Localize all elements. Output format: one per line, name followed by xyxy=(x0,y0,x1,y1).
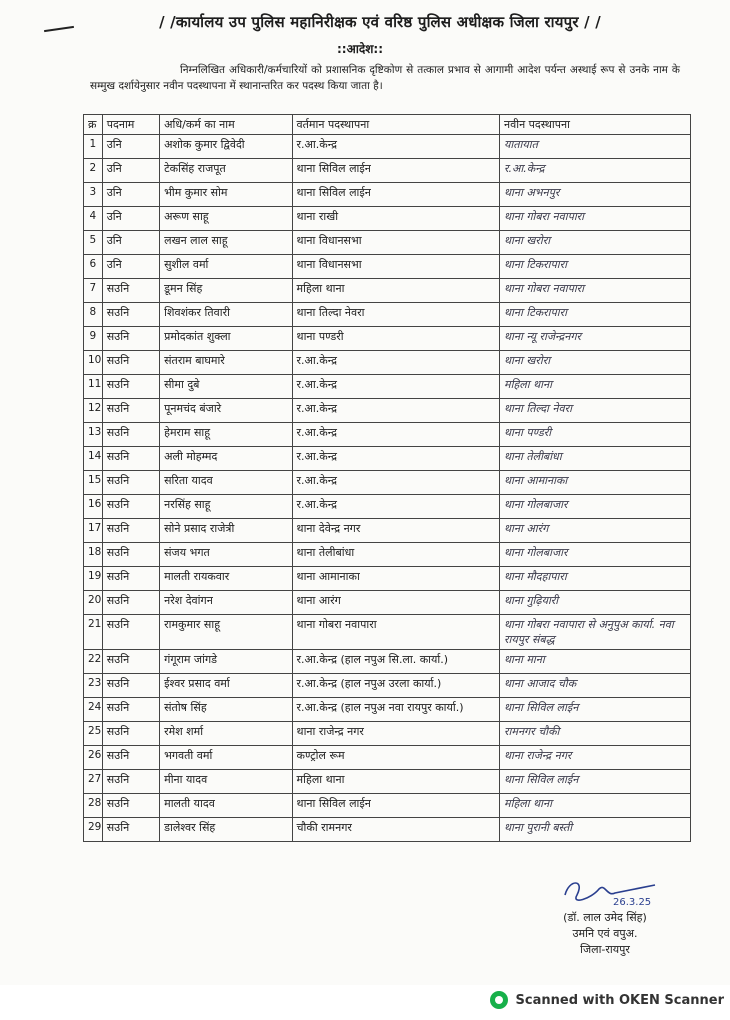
cell-serial: 6 xyxy=(84,255,103,279)
cell-serial: 29 xyxy=(84,818,103,842)
cell-name: मालती यादव xyxy=(160,794,292,818)
cell-serial: 3 xyxy=(84,183,103,207)
cell-new-posting: थाना तिल्दा नेवरा xyxy=(500,399,691,423)
header-name: अधि/कर्म का नाम xyxy=(160,115,292,135)
cell-designation: उनि xyxy=(102,159,159,183)
cell-new-posting: थाना माना xyxy=(500,650,691,674)
cell-name: प्रमोदकांत शुक्ला xyxy=(160,327,292,351)
cell-current-posting: महिला थाना xyxy=(292,279,499,303)
cell-current-posting: र.आ.केन्द्र (हाल नपुअ नवा रायपुर कार्या.) xyxy=(292,698,499,722)
table-row xyxy=(84,135,691,159)
cell-serial: 28 xyxy=(84,794,103,818)
cell-new-posting: थाना गुढ़ियारी xyxy=(500,591,691,615)
table-row xyxy=(84,698,691,722)
cell-designation: सउनि xyxy=(102,495,159,519)
cell-new-posting: महिला थाना xyxy=(500,375,691,399)
cell-name: हेमराम साहू xyxy=(160,423,292,447)
cell-current-posting: थाना राजेन्द्र नगर xyxy=(292,722,499,746)
cell-name: अरूण साहू xyxy=(160,207,292,231)
cell-designation: उनि xyxy=(102,207,159,231)
cell-name: भीम कुमार सोम xyxy=(160,183,292,207)
cell-designation: सउनि xyxy=(102,722,159,746)
table-row xyxy=(84,471,691,495)
cell-serial: 4 xyxy=(84,207,103,231)
cell-new-posting: र.आ.केन्द्र xyxy=(500,159,691,183)
cell-name: टेकसिंह राजपूत xyxy=(160,159,292,183)
cell-name: मालती रायकवार xyxy=(160,567,292,591)
cell-current-posting: थाना आरंग xyxy=(292,591,499,615)
table-row xyxy=(84,279,691,303)
cell-new-posting: यातायात xyxy=(500,135,691,159)
cell-serial: 5 xyxy=(84,231,103,255)
cell-serial: 16 xyxy=(84,495,103,519)
order-intro-text: निम्नलिखित अधिकारी/कर्मचारियों को प्रशासनिक दृष्टिकोण से तत्काल प्रभाव से आगामी आदेश पर्यन्त अस्थाई रूप से उनके नाम के सम्मुख दर्शायेनुसार नवीन पदस्थापना में स्थानान्तरित कर पदस्थ किया जाता है। xyxy=(90,64,680,92)
cell-new-posting: थाना खरोरा xyxy=(500,351,691,375)
cell-current-posting: थाना पण्डरी xyxy=(292,327,499,351)
table-row xyxy=(84,615,691,650)
cell-new-posting: थाना सिविल लाईन xyxy=(500,770,691,794)
table-row xyxy=(84,567,691,591)
table-row xyxy=(84,794,691,818)
cell-designation: उनि xyxy=(102,183,159,207)
signatory-name: (डॉ. लाल उमेद सिंह) xyxy=(563,911,647,924)
scanner-text: Scanned with OKEN Scanner xyxy=(515,992,724,1008)
cell-serial: 8 xyxy=(84,303,103,327)
cell-designation: सउनि xyxy=(102,567,159,591)
cell-name: डालेश्वर सिंह xyxy=(160,818,292,842)
cell-current-posting: कण्ट्रोल रूम xyxy=(292,746,499,770)
cell-name: सीमा दुबे xyxy=(160,375,292,399)
cell-new-posting: थाना आजाद चौक xyxy=(500,674,691,698)
table-header-row xyxy=(84,115,691,135)
oken-scanner-icon xyxy=(490,991,508,1009)
cell-serial: 12 xyxy=(84,399,103,423)
table-body xyxy=(84,135,691,842)
cell-current-posting: थाना तेलीबांधा xyxy=(292,543,499,567)
cell-designation: सउनि xyxy=(102,399,159,423)
cell-designation: सउनि xyxy=(102,770,159,794)
cell-designation: सउनि xyxy=(102,591,159,615)
cell-designation: सउनि xyxy=(102,650,159,674)
signatory-block xyxy=(530,910,680,958)
cell-name: संजय भगत xyxy=(160,543,292,567)
cell-current-posting: र.आ.केन्द्र xyxy=(292,135,499,159)
table-row xyxy=(84,495,691,519)
pen-stroke-mark xyxy=(44,26,74,32)
cell-designation: सउनि xyxy=(102,519,159,543)
cell-serial: 23 xyxy=(84,674,103,698)
cell-designation: सउनि xyxy=(102,698,159,722)
cell-designation: उनि xyxy=(102,255,159,279)
table-row xyxy=(84,183,691,207)
cell-new-posting: थाना आरंग xyxy=(500,519,691,543)
cell-designation: सउनि xyxy=(102,279,159,303)
cell-new-posting: थाना टिकरापारा xyxy=(500,303,691,327)
signatory-designation: उमनि एवं वपुअ. xyxy=(572,927,638,940)
cell-designation: सउनि xyxy=(102,615,159,650)
cell-current-posting: र.आ.केन्द्र xyxy=(292,423,499,447)
cell-current-posting: थाना देवेन्द्र नगर xyxy=(292,519,499,543)
cell-name: गंगूराम जांगडे xyxy=(160,650,292,674)
transfer-table xyxy=(83,114,691,842)
cell-name: रामकुमार साहू xyxy=(160,615,292,650)
cell-new-posting: थाना गोबरा नवापारा xyxy=(500,207,691,231)
cell-new-posting: थाना पुरानी बस्ती xyxy=(500,818,691,842)
signatory-district: जिला-रायपुर xyxy=(580,943,630,956)
cell-name: संतोष सिंह xyxy=(160,698,292,722)
cell-serial: 20 xyxy=(84,591,103,615)
cell-designation: सउनि xyxy=(102,375,159,399)
cell-designation: सउनि xyxy=(102,818,159,842)
cell-name: पूनमचंद बंजारे xyxy=(160,399,292,423)
table-row xyxy=(84,351,691,375)
cell-serial: 13 xyxy=(84,423,103,447)
table-row xyxy=(84,327,691,351)
cell-serial: 9 xyxy=(84,327,103,351)
cell-designation: सउनि xyxy=(102,674,159,698)
table-row xyxy=(84,207,691,231)
cell-new-posting: थाना अभनपुर xyxy=(500,183,691,207)
table-row xyxy=(84,650,691,674)
cell-current-posting: थाना गोबरा नवापारा xyxy=(292,615,499,650)
cell-designation: सउनि xyxy=(102,423,159,447)
cell-name: अशोक कुमार द्विवेदी xyxy=(160,135,292,159)
cell-new-posting: थाना मौदहापारा xyxy=(500,567,691,591)
cell-new-posting: थाना टिकरापारा xyxy=(500,255,691,279)
cell-serial: 11 xyxy=(84,375,103,399)
scanner-watermark xyxy=(490,991,724,1009)
cell-current-posting: र.आ.केन्द्र xyxy=(292,447,499,471)
cell-name: सोने प्रसाद राजेत्री xyxy=(160,519,292,543)
cell-serial: 26 xyxy=(84,746,103,770)
cell-designation: सउनि xyxy=(102,794,159,818)
cell-serial: 24 xyxy=(84,698,103,722)
table-row xyxy=(84,746,691,770)
cell-current-posting: थाना राखी xyxy=(292,207,499,231)
cell-serial: 27 xyxy=(84,770,103,794)
table-row xyxy=(84,399,691,423)
cell-serial: 25 xyxy=(84,722,103,746)
cell-current-posting: र.आ.केन्द्र xyxy=(292,351,499,375)
cell-designation: सउनि xyxy=(102,543,159,567)
cell-name: लखन लाल साहू xyxy=(160,231,292,255)
table-row xyxy=(84,519,691,543)
cell-serial: 7 xyxy=(84,279,103,303)
cell-serial: 22 xyxy=(84,650,103,674)
table-row xyxy=(84,159,691,183)
cell-name: संतराम बाघमारे xyxy=(160,351,292,375)
cell-current-posting: र.आ.केन्द्र (हाल नपुअ सि.ला. कार्या.) xyxy=(292,650,499,674)
cell-name: अली मोहम्मद xyxy=(160,447,292,471)
cell-current-posting: चौकी रामनगर xyxy=(292,818,499,842)
cell-designation: सउनि xyxy=(102,447,159,471)
cell-current-posting: थाना विधानसभा xyxy=(292,231,499,255)
handwritten-signature xyxy=(555,875,675,911)
cell-current-posting: र.आ.केन्द्र xyxy=(292,399,499,423)
cell-current-posting: र.आ.केन्द्र (हाल नपुअ उरला कार्या.) xyxy=(292,674,499,698)
table-row xyxy=(84,423,691,447)
cell-name: नरसिंह साहू xyxy=(160,495,292,519)
cell-designation: सउनि xyxy=(102,471,159,495)
table-row xyxy=(84,591,691,615)
cell-name: रमेश शर्मा xyxy=(160,722,292,746)
cell-designation: उनि xyxy=(102,135,159,159)
cell-designation: सउनि xyxy=(102,746,159,770)
cell-current-posting: र.आ.केन्द्र xyxy=(292,375,499,399)
cell-name: ईश्वर प्रसाद वर्मा xyxy=(160,674,292,698)
office-title: / /कार्यालय उप पुलिस महानिरीक्षक एवं वरिष्ठ पुलिस अधीक्षक जिला रायपुर / / xyxy=(159,13,601,31)
signature-date: 26.3.25 xyxy=(613,897,652,908)
cell-current-posting: थाना सिविल लाईन xyxy=(292,159,499,183)
cell-new-posting: थाना तेलीबांधा xyxy=(500,447,691,471)
cell-name: सरिता यादव xyxy=(160,471,292,495)
table-row xyxy=(84,722,691,746)
table-row xyxy=(84,231,691,255)
cell-serial: 18 xyxy=(84,543,103,567)
cell-new-posting: थाना गोलबाजार xyxy=(500,495,691,519)
cell-serial: 2 xyxy=(84,159,103,183)
table-row xyxy=(84,303,691,327)
table-row xyxy=(84,255,691,279)
order-heading: ::आदेश:: xyxy=(337,42,383,56)
table-row xyxy=(84,447,691,471)
cell-current-posting: थाना विधानसभा xyxy=(292,255,499,279)
cell-current-posting: महिला थाना xyxy=(292,770,499,794)
cell-current-posting: थाना सिविल लाईन xyxy=(292,183,499,207)
header-current-posting: वर्तमान पदस्थापना xyxy=(292,115,499,135)
cell-name: शिवशंकर तिवारी xyxy=(160,303,292,327)
cell-serial: 14 xyxy=(84,447,103,471)
cell-new-posting: थाना खरोरा xyxy=(500,231,691,255)
cell-new-posting: थाना सिविल लाईन xyxy=(500,698,691,722)
cell-name: भगवती वर्मा xyxy=(160,746,292,770)
table-row xyxy=(84,674,691,698)
cell-designation: उनि xyxy=(102,231,159,255)
cell-serial: 19 xyxy=(84,567,103,591)
cell-new-posting: थाना पण्डरी xyxy=(500,423,691,447)
cell-serial: 15 xyxy=(84,471,103,495)
table-row xyxy=(84,770,691,794)
cell-new-posting: थाना राजेन्द्र नगर xyxy=(500,746,691,770)
cell-current-posting: र.आ.केन्द्र xyxy=(292,471,499,495)
header-serial: क्र xyxy=(84,115,103,135)
cell-name: सुशील वर्मा xyxy=(160,255,292,279)
table-row xyxy=(84,818,691,842)
header-new-posting: नवीन पदस्थापना xyxy=(500,115,691,135)
cell-designation: सउनि xyxy=(102,351,159,375)
cell-new-posting: थाना गोलबाजार xyxy=(500,543,691,567)
scanner-footer xyxy=(0,985,730,1020)
table-row xyxy=(84,375,691,399)
cell-name: नरेश देवांगन xyxy=(160,591,292,615)
cell-current-posting: थाना सिविल लाईन xyxy=(292,794,499,818)
cell-designation: सउनि xyxy=(102,327,159,351)
cell-current-posting: थाना तिल्दा नेवरा xyxy=(292,303,499,327)
cell-name: मीना यादव xyxy=(160,770,292,794)
cell-new-posting: महिला थाना xyxy=(500,794,691,818)
cell-serial: 17 xyxy=(84,519,103,543)
cell-new-posting: रामनगर चौकी xyxy=(500,722,691,746)
cell-new-posting: थाना न्यू राजेन्द्रनगर xyxy=(500,327,691,351)
cell-new-posting: थाना गोबरा नवापारा से अनुपुअ कार्या. नवा रायपुर संबद्ध xyxy=(500,615,691,650)
cell-serial: 10 xyxy=(84,351,103,375)
cell-designation: सउनि xyxy=(102,303,159,327)
cell-current-posting: थाना आमानाका xyxy=(292,567,499,591)
table-row xyxy=(84,543,691,567)
cell-serial: 21 xyxy=(84,615,103,650)
header-designation: पदनाम xyxy=(102,115,159,135)
cell-name: डूमन सिंह xyxy=(160,279,292,303)
cell-current-posting: र.आ.केन्द्र xyxy=(292,495,499,519)
cell-new-posting: थाना गोबरा नवापारा xyxy=(500,279,691,303)
cell-new-posting: थाना आमानाका xyxy=(500,471,691,495)
cell-serial: 1 xyxy=(84,135,103,159)
